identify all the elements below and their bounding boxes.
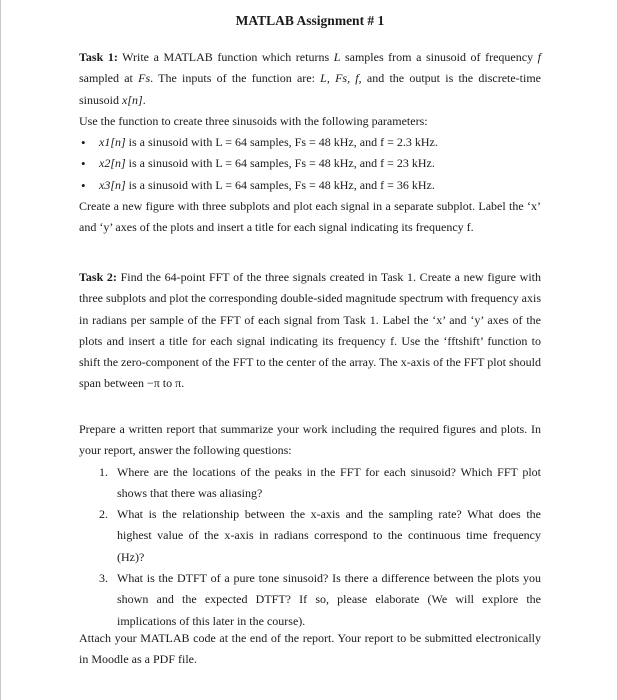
report-intro: Prepare a written report that summarize your work including the required figures and plots. In your report, answer the following questions: (79, 422, 541, 458)
list-item (79, 504, 541, 568)
task2-text (79, 267, 541, 395)
task1-intro-text: samples from a sinusoid of frequency (340, 50, 538, 64)
signal-list (79, 132, 541, 196)
signal-params: is a sinusoid with L = 64 samples, Fs = 48 kHz, and f = 36 kHz. (125, 177, 435, 192)
var-f: f (537, 50, 541, 64)
function-inputs: L, Fs, f (320, 71, 359, 86)
list-item (79, 132, 541, 153)
task1-label: Task 1: (79, 50, 118, 64)
task1-intro-text: . The inputs of the function are: (150, 71, 321, 86)
question-number: 1. (99, 464, 108, 479)
signal-name: x1[n] (99, 135, 126, 150)
task1-intro-text: , and the output is the discrete-time sinusoid (79, 71, 542, 107)
list-item (79, 175, 541, 196)
task1-intro-text: . (142, 92, 146, 107)
signal-name: x2[n] (99, 156, 126, 171)
question-text: What is the DTFT of a pure tone sinusoid? Is there a difference between the plots you shown and the expected DTFT? If so, please elaborate (We will explore the implications of this later in the course). (117, 571, 541, 628)
task1-use-line: Use the function to create three sinusoids with the following parameters: (79, 113, 428, 128)
task1-closing: Create a new figure with three subplots and plot each signal in a separate subplot. Label the ‘x’ and ‘y’ axes of the plots and insert a title for each signal indicating its frequency f. (79, 199, 541, 235)
signal-name: x3[n] (99, 177, 126, 192)
task1-intro-text: sampled at (79, 71, 139, 86)
report-section (79, 419, 541, 632)
task2-body: Find the 64-point FFT of the three signals created in Task 1. Create a new figure with three subplots and plot the corresponding double-sided magnitude spectrum with frequency axis in radians per sample of the FFT of each signal from Task 1. Label the ‘x’ and ‘y’ axes of the plots and insert a title for each signal indicating its frequency f. Use the ‘fftshift’ function to shift the zero-component of the FFT to the center of the array. The x-axis of the FFT plot should span between −π to π. (79, 270, 541, 391)
question-list (79, 462, 541, 632)
task1-intro (79, 47, 541, 111)
list-item (79, 153, 541, 174)
question-number: 2. (99, 507, 108, 522)
list-item (79, 462, 541, 505)
task2-section (79, 267, 541, 395)
var-Fs: Fs (138, 71, 151, 86)
var-xn: x[n] (122, 92, 143, 107)
signal-params: is a sinusoid with L = 64 samples, Fs = 48 kHz, and f = 23 kHz. (125, 156, 435, 171)
document-title: MATLAB Assignment # 1 (235, 13, 385, 28)
list-item (79, 568, 541, 632)
signal-params: is a sinusoid with L = 64 samples, Fs = 48 kHz, and f = 2.3 kHz. (125, 135, 438, 150)
question-text: What is the relationship between the x-axis and the sampling rate? What does the highest value of the x-axis in radians correspond to the continuous time frequency (Hz)? (117, 507, 541, 564)
task2-label: Task 2: (79, 270, 117, 284)
question-text: Where are the locations of the peaks in the FFT for each sinusoid? Which FFT plot shows that there was aliasing? (117, 464, 541, 500)
task1-intro-text: Write a MATLAB function which returns (117, 50, 334, 64)
question-number: 3. (99, 571, 108, 586)
var-L: L (333, 50, 341, 64)
attach-note: Attach your MATLAB code at the end of the report. Your report to be submitted electronically in Moodle as a PDF file. (79, 631, 541, 667)
task1-section (79, 47, 541, 239)
